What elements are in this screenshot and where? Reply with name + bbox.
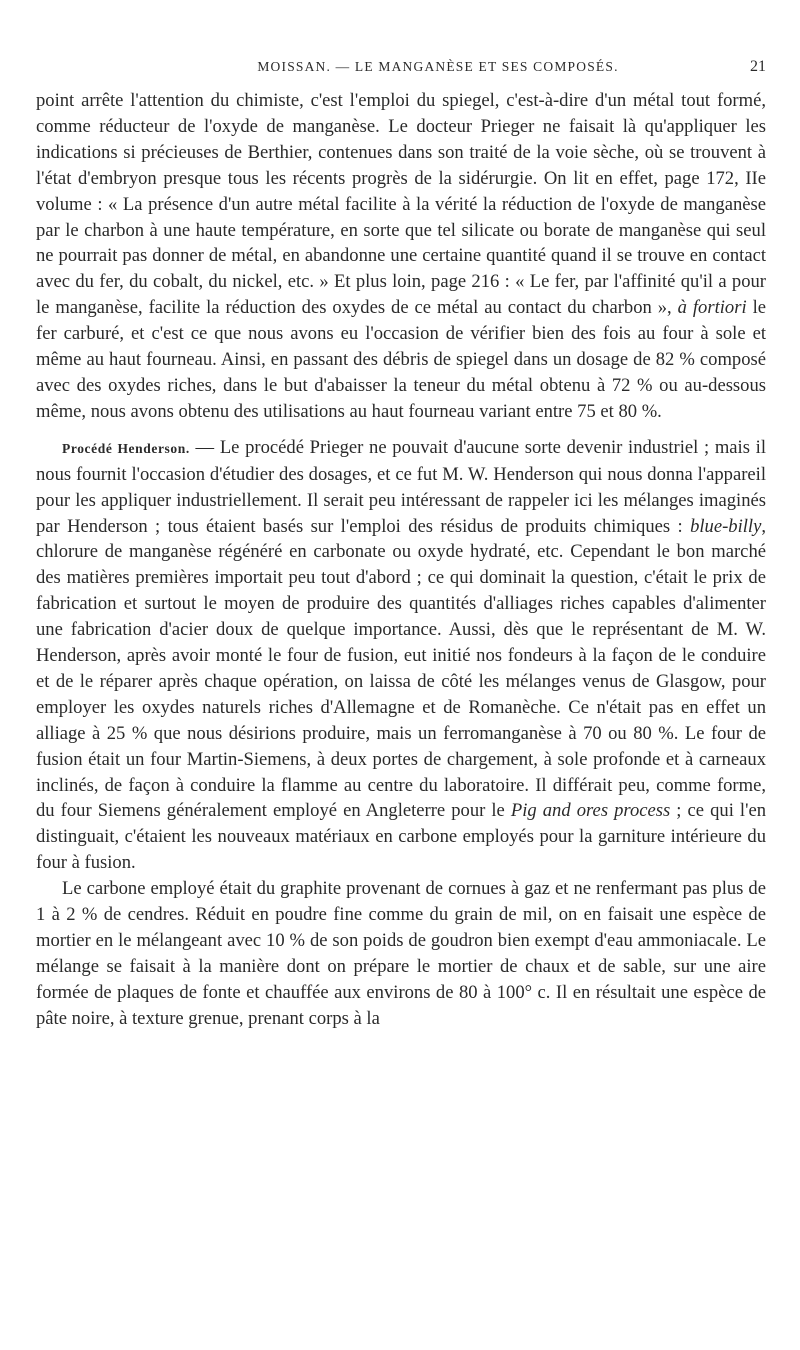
italic-phrase: Pig and ores process [510, 800, 671, 822]
running-title: MOISSAN. — LE MANGANÈSE ET SES COMPOSÉS. [257, 59, 619, 74]
page-number: 21 [750, 58, 766, 75]
section-heading: Procédé Henderson. [62, 440, 190, 456]
running-header [36, 58, 766, 78]
paragraph-prieger-continued [36, 88, 766, 425]
paragraph-carbon-lining [36, 876, 766, 1031]
paragraph-text: — Le procédé Prieger ne pouvait d'aucune sorte devenir industriel ; mais il nous fournit l'occasion d'étudier des dosages, et ce fut M. W. Henderson qui nous donna l'appareil pour les appliquer industriellement. Il serait peu intéressant de rappeler ici les mélanges imaginés par Henderson ; tous étaient basés sur l'emploi des résidus de produits chimiques : [36, 436, 766, 537]
paragraph-henderson-process [36, 435, 766, 876]
paragraph-text: , chlorure de manganèse régénéré en carbonate ou oxyde hydraté, etc. Cependant le bon marché des matières premières importait peu tout d'abord ; ce qui dominait la question, c'était le prix de fabrication et surtout le moyen de produire des quantités d'alliages riches capables d'alimenter une fabrication d'acier doux de quelque importance. Aussi, dès que le représentant de M. W. Henderson, après avoir monté le four de fusion, eut initié nos fondeurs à la façon de le conduire et de le réparer après chaque opération, on laissa de côté les mélanges venus de Glasgow, pour employer les oxydes naturels riches d'Allemagne et de Romanèche. Ce n'était pas en effet un alliage à 25 % que nous désirions produire, mais un ferromanganèse à 70 ou 80 %. Le four de fusion était un four Martin-Siemens, à deux portes de chargement, à sole profonde et à carneaux inclinés, de façon à conduire la flamme au centre du laboratoire. Il différait peu, comme forme, du four Siemens généralement employé en Angleterre pour le [36, 515, 766, 822]
page [36, 58, 766, 1032]
italic-phrase: blue-billy [690, 515, 762, 537]
paragraph-text: point arrête l'attention du chimiste, c'est l'emploi du spiegel, c'est-à-dire d'un métal tout formé, comme réducteur de l'oxyde de manganèse. Le docteur Prieger ne faisait là qu'appliquer les indications si précieuses de Berthier, contenues dans son traité de la voie sèche, où se trouvent à l'état d'embryon presque tous les récents progrès de la sidérurgie. On lit en effet, page 172, IIe volume : « La présence d'un autre métal facilite à la vérité la réduction de l'oxyde de manganèse par le charbon à une haute température, en sorte que tel silicate ou borate de manganèse qui seul ne pourrait pas donner de métal, en abandonne une certaine quantité quand il se trouve en contact avec du fer, du cobalt, du nickel, etc. » Et plus loin, page 216 : « Le fer, par l'affinité qu'il a pour le manganèse, facilite la réduction des oxydes de ce métal au contact du charbon », [36, 90, 766, 319]
paragraph-text: ; ce qui l'en distinguait, c'étaient les nouveaux matériaux en carbone employés pour la garniture intérieure du four à fusion. [36, 800, 766, 874]
italic-phrase: à fortiori [677, 297, 747, 319]
paragraph-text: Le carbone employé était du graphite provenant de cornues à gaz et ne renfermant pas plus de 1 à 2 % de cendres. Réduit en poudre fine comme du grain de mil, on en faisait une espèce de mortier en le mélangeant avec 10 % de son poids de goudron bien exempt d'eau ammoniacale. Le mélange se faisait à la manière dont on prépare le mortier de chaux et de sable, sur une aire formée de plaques de fonte et chauffée aux environs de 80 à 100° c. Il en résultait une espèce de pâte noire, à texture grenue, prenant corps à la [36, 878, 766, 1029]
paragraph-text: le fer carburé, et c'est ce que nous avons eu l'occasion de vérifier bien des fois au four à sole et même au haut fourneau. Ainsi, en passant des débris de spiegel dans un dosage de 82 % composé avec des oxydes riches, dans le but d'abaisser la teneur du métal obtenu à 72 % ou au-dessous même, nous avons obtenu des utilisations au haut fourneau variant entre 75 et 80 %. [36, 297, 766, 422]
